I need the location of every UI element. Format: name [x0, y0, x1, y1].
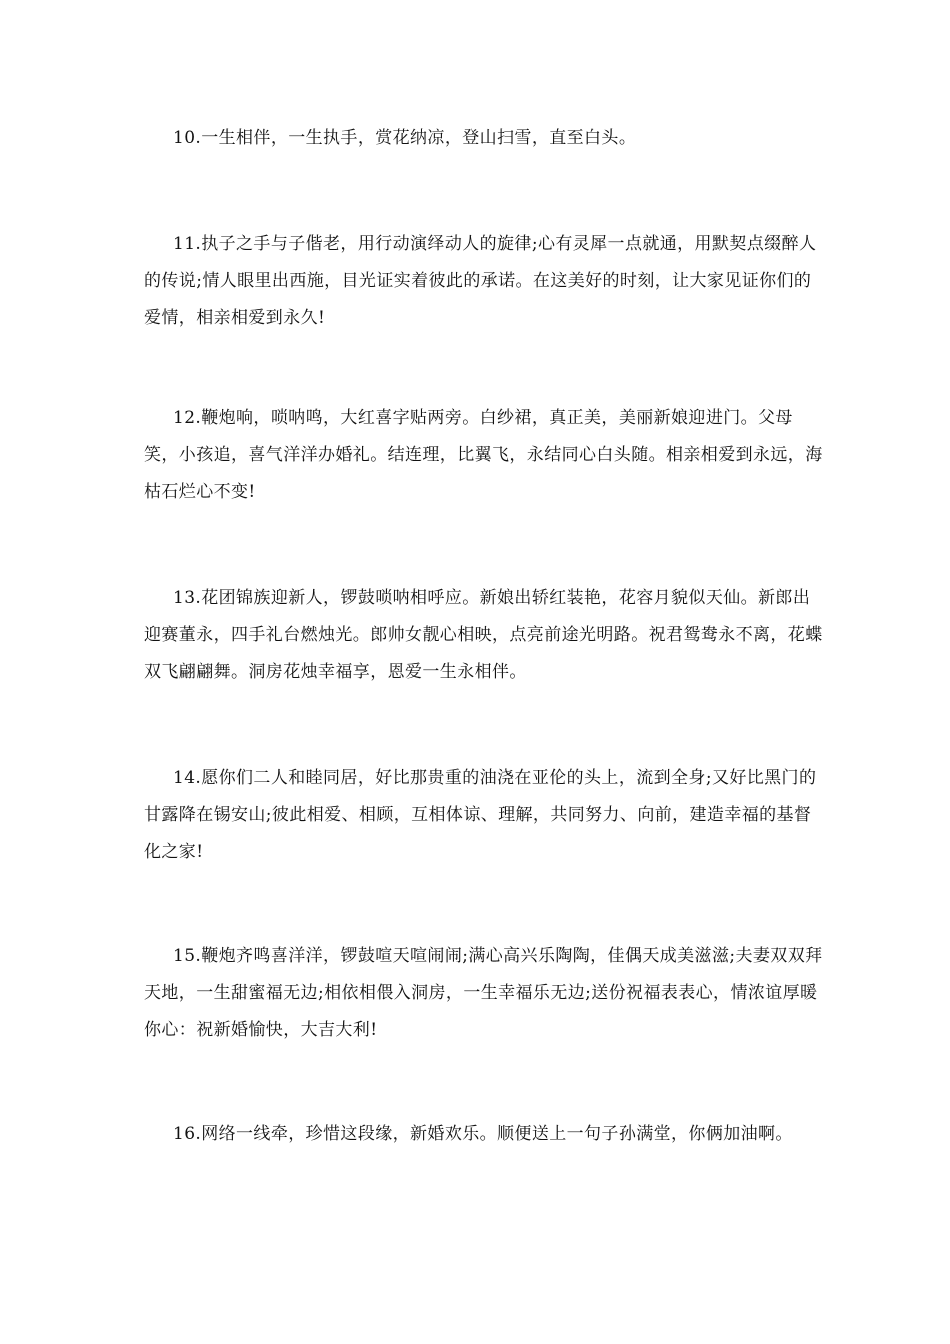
paragraph-15: 15.鞭炮齐鸣喜洋洋，锣鼓喧天喧闹闹;满心高兴乐陶陶，佳偶天成美滋滋;夫妻双双拜天地，一生甜蜜福无边;相依相偎入洞房，一生幸福乐无边;送份祝福表表心，情浓谊厚暖你心：祝新婚愉快，大吉大利!	[144, 946, 823, 1040]
paragraph-14: 14.愿你们二人和睦同居，好比那贵重的油浇在亚伦的头上，流到全身;又好比黑门的甘露降在锡安山;彼此相爱、相顾，互相体谅、理解，共同努力、向前，建造幸福的基督化之家!	[144, 768, 817, 862]
paragraph-10: 10.一生相伴，一生执手，赏花纳凉，登山扫雪，直至白头。	[173, 128, 637, 148]
paragraph-13: 13.花团锦族迎新人，锣鼓唢呐相呼应。新娘出轿红装艳，花容月貌似天仙。新郎出迎赛董永，四手礼台燃烛光。郎帅女靓心相映，点亮前途光明路。祝君鸳鸯永不离，花蝶双飞翩翩舞。洞房花烛幸福享，恩爱一生永相伴。	[144, 588, 823, 682]
paragraph-11: 11.执子之手与子偕老，用行动演绎动人的旋律;心有灵犀一点就通，用默契点缀醉人的传说;情人眼里出西施，目光证实着彼此的承诺。在这美好的时刻，让大家见证你们的爱情，相亲相爱到永久!	[144, 234, 817, 328]
paragraph-12: 12.鞭炮响，唢呐鸣，大红喜字贴两旁。白纱裙，真正美，美丽新娘迎进门。父母笑，小孩追，喜气洋洋办婚礼。结连理，比翼飞，永结同心白头随。相亲相爱到永远，海枯石烂心不变!	[144, 408, 823, 502]
paragraph-16: 16.网络一线牵，珍惜这段缘，新婚欢乐。顺便送上一句子孙满堂，你俩加油啊。	[173, 1124, 793, 1144]
